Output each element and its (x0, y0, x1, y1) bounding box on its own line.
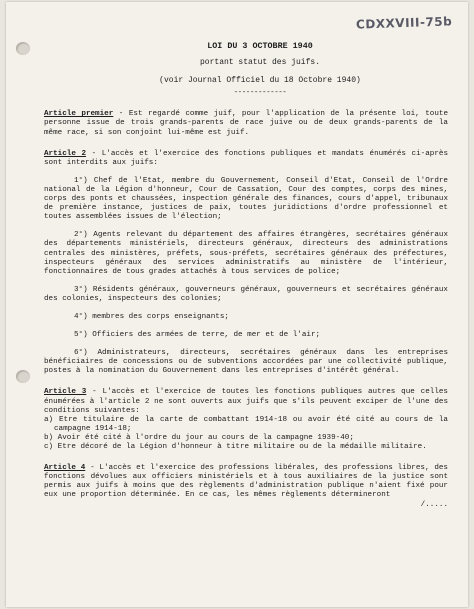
continuation-mark: /..... (420, 501, 448, 510)
article-2-label: Article 2 (44, 149, 87, 158)
article-4 (44, 464, 448, 500)
separator-rule: ------------- (233, 89, 287, 98)
article-1-label: Article premier (44, 110, 114, 119)
article-3-label: Article 3 (44, 388, 87, 397)
article-2-item: 1°) Chef de l'Etat, membre du Gouvernement, Conseil d'Etat, Conseil de l'Ordre national de la Légion d'honneur, Cour de Cassation, Cour des comptes, corps des mines, corps des ponts et chaussées, inspection générale des finances, cours d'appel, tribunaux de première instance, justices de paix, toutes juridictions d'ordre professionnel et toutes assemblées issues de l'élection; (44, 176, 448, 222)
article-2 (44, 150, 448, 168)
journal-reference: (voir Journal Officiel du 18 Octobre 1940) (159, 76, 361, 86)
punch-hole (16, 42, 30, 55)
article-4-label: Article 4 (44, 464, 86, 473)
document-page (6, 2, 468, 607)
document-title: LOI DU 3 OCTOBRE 1940 (207, 41, 313, 51)
article-2-item: 6°) Administrateurs, directeurs, secrétaires généraux dans les entreprises bénéficiaires de concessions ou de subventions accordées par une collectivité publique, postes à la nomination du Gouvernement dans les entreprises d'intérêt général. (44, 349, 448, 376)
article-3-condition: a) Etre titulaire de la carte de combattant 1914-18 ou avoir été cité au cours de la campagne 1914-18; (44, 415, 448, 433)
article-2-item: 4°) membres des corps enseignants; (74, 312, 229, 321)
document-subtitle: portant statut des juifs. (199, 58, 321, 68)
article-3-text: - L'accès et l'exercice de toutes les fonctions publiques autres que celles énumérées à l'article 2 ne sont ouverts aux juifs que s'ils peuvent exciper de l'une des conditions suivantes: (44, 388, 448, 415)
article-1-text: - Est regardé comme juif, pour l'application de la présente loi, toute personne issue de trois grands-parents de race juive ou de deux grands-parents de la même race, si son conjoint lui-même est juif. (44, 110, 449, 137)
article-4-text: - L'accès et l'exercice des professions libérales, des professions libres, des fonctions dévolues aux officiers ministériels et à tous auxiliaires de la justice sont permis aux juifs à moins que des règlements d'administration publique n'aient fixé pour eux une proportion déterminée. En ce cas, les mêmes règlements détermineront (44, 464, 448, 500)
article-2-item: 2°) Agents relevant du département des affaires étrangères, secrétaires généraux des départements ministériels, directeurs généraux, directeurs des administrations centrales des ministères, préfets, sous-préfets, secrétaires généraux des préfectures, inspecteurs généraux des services administratifs au ministère de l'intérieur, fonctionnaires de tous grades attachés à tous services de police; (44, 231, 448, 276)
article-3-condition: c) Etre décoré de la Légion d'honneur à titre militaire ou de la médaille militaire. (44, 443, 427, 451)
article-1 (44, 110, 448, 137)
article-2-text: - L'accès et l'exercice des fonctions publiques et mandats énumérés ci-après sont interdits aux juifs: (44, 149, 449, 167)
punch-hole (16, 370, 30, 383)
article-2-item: 3°) Résidents généraux, gouverneurs généraux, gouverneurs et secrétaires généraux des colonies, inspecteurs des colonies; (44, 285, 448, 303)
article-3 (44, 388, 448, 415)
article-3-condition: b) Avoir été cité à l'ordre du jour au cours de la campagne 1939-40; (44, 433, 354, 442)
article-2-item: 5°) Officiers des armées de terre, de mer et de l'air; (74, 331, 321, 340)
archive-reference: CDXXVIII-75b (355, 14, 453, 32)
document-body (44, 42, 448, 511)
